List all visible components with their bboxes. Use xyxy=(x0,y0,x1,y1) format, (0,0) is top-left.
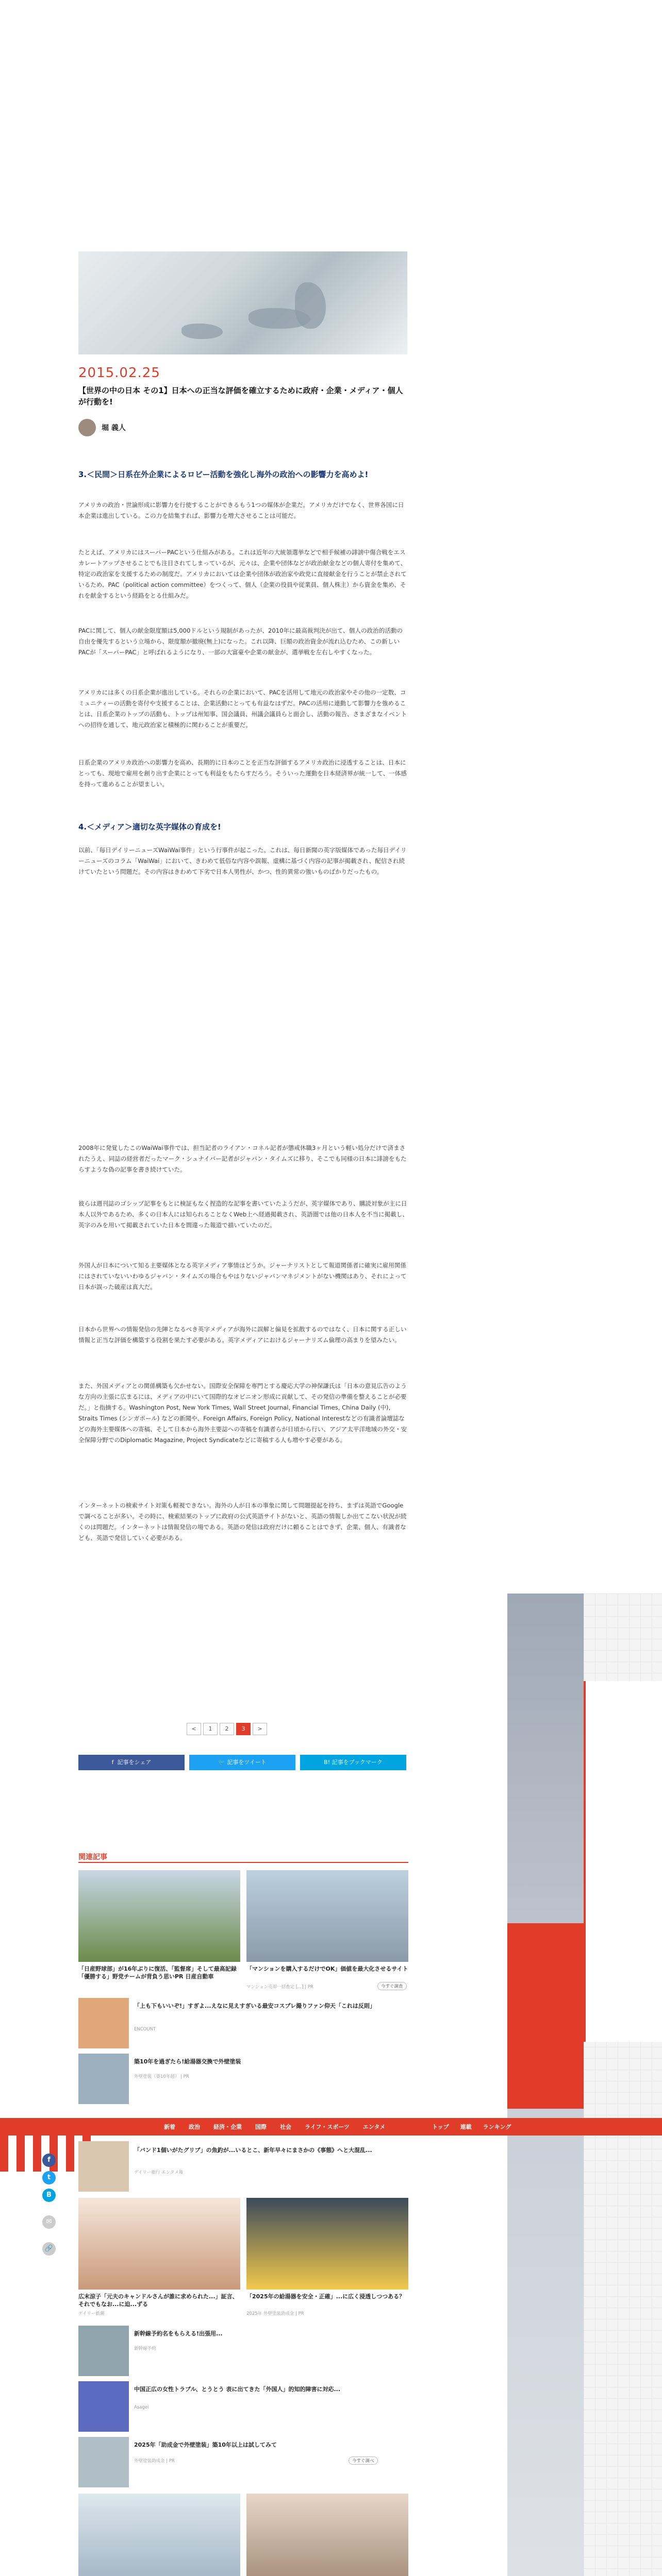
section3-paragraph: アメリカには多くの日系企業が進出している。それらの企業において、PACを活用して地元の政治家やその他の一定数、コミュニティーの活動を寄付や支援することは、企業活動にとっても有益なはずだ。PACの活用に連動して影響力を強めることは、日系企業のトップの活動も、トップは州知事、国会議員、州議会議員らと面会し、活動の報告、さまざまなイベントへの招待を通して、地元政治家と積極的に関わることが重要だ。 xyxy=(78,689,407,728)
right-ad-panel[interactable] xyxy=(584,1594,662,2576)
link-icon[interactable]: 🔗 xyxy=(42,2242,56,2256)
pagination xyxy=(187,1723,267,1735)
related-source: 外壁塗装（築10年超） | PR xyxy=(134,2074,189,2079)
related-source: デイリー旅行 エンタメ報 xyxy=(134,2170,184,2175)
related-thumb[interactable] xyxy=(78,1998,129,2048)
related-title[interactable]: 「マンションを購入するだけでOK」価値を最大化させるサイト xyxy=(246,1965,408,1972)
section3-paragraph: たとえば、アメリカにはスーパーPACという仕組みがある。これは近年の大統領選挙などで相手候補の誹謗中傷合戦をエスカレートアップさせることでも注目されてしまっているが、元々は、企業や団体などが政治献金などの個人寄付を集めて、特定の政治家を支援するための制度だ。アメリカにおいては企業や団体が政治家や政党に直接献金を行うことが禁止されているため、PAC（political action committee）をつくって、個人（企業の役員や従業員、個人株主）から資金を集め、それを献金するという経路をとる仕組みだ。 xyxy=(78,549,407,599)
related-thumb[interactable] xyxy=(78,2326,129,2376)
section4-heading: 4.＜メディア＞適切な英字媒体の育成を! xyxy=(78,822,221,832)
section3-paragraph: アメリカの政治・世論形成に影響力を行使することができるもう1つの媒体が企業だ。アメリカだけでなく、世界各国に日本企業は進出している。この力を結集すれば、影響力を増大させることは可能だ。 xyxy=(78,501,404,519)
related-source: 外壁塗装助成金 | PR xyxy=(134,2459,175,2464)
facebook-icon: f xyxy=(111,1759,118,1766)
related-title[interactable]: 新幹線予約名をもらえる!出張用... xyxy=(134,2330,223,2337)
nav-item[interactable]: ライフ・スポーツ xyxy=(305,2124,350,2130)
section3-paragraph: PACに関して、個人の献金限度額は5,000ドルという規制があったが、2010年に最高裁判決が出て、個人の政治的活動の自由を優先するという立場から、限度額が撤廃(無上)になった。これ以降、巨額の政治資金が流れ込むため、この新しいPACが「スーパーPAC」と呼ばれるようになり、一部の大富豪や企業の献金が、選挙戦を左右しやすくなった。 xyxy=(78,627,403,656)
related-thumb[interactable] xyxy=(78,2437,129,2487)
related-cta-button[interactable]: 今すぐ調べ xyxy=(349,2456,378,2465)
facebook-icon[interactable]: f xyxy=(42,2154,56,2167)
facebook-share-button[interactable] xyxy=(78,1755,185,1770)
section3-paragraph: 日系企業のアメリカ政治への影響力を高め、長期的に日本のことを正当な評価するアメリカ政治に浸透することは、日本にとっても、現地で雇用を創り出す企業にとっても利益をもたらすだろう。そういった運動を日本経済界が統一して、一体感を持って進めることが望ましい。 xyxy=(78,759,407,788)
related-source: ENCOUNT xyxy=(134,2027,156,2032)
related-thumb[interactable] xyxy=(78,2141,129,2192)
related-source: デイリー新潮 xyxy=(78,2311,105,2316)
related-thumb[interactable] xyxy=(78,2054,129,2104)
pager-page-2[interactable]: 2 xyxy=(220,1723,234,1735)
section4-paragraph: インターネットの検索サイト対策も軽視できない。海外の人が日本の事象に関して問題提起を持ち、まずは英語でGoogleで調べることが多い。その時に、検索結果のトップに政府の公式英語サイトがないと、英語の情報しか出てこない状況が続くのは問題だ。インターネットは情報発信の場である。英語の発信は政府だけに頼ることはできず、企業、個人、有識者なども、英語で発信していく必要がある。 xyxy=(78,1502,407,1541)
hatena-icon: B! xyxy=(324,1759,332,1766)
mail-icon[interactable]: ✉ xyxy=(42,2215,56,2229)
section4-paragraph: 2008年に発覚したこのWaiWai事件では、担当記者のライアン・コネル記者が懲戒休職3ヶ月という軽い処分だけで済まされたうえ、同誌の経営者だったマーク・シュナイバー記者がジャパン・タイムズに移り、そこでも同様の日本に誹謗をもたらすような偽の記事を書き続けていた。 xyxy=(78,1144,407,1173)
article-hero-image xyxy=(78,251,407,354)
nav-item[interactable]: 政治 xyxy=(189,2124,200,2130)
pager-page-3[interactable]: 3 xyxy=(236,1723,251,1735)
nav-item[interactable]: 新着 xyxy=(164,2124,175,2130)
related-thumb[interactable] xyxy=(78,2381,129,2432)
twitter-share-button[interactable] xyxy=(189,1755,295,1770)
twitter-icon[interactable]: t xyxy=(42,2171,56,2184)
twitter-icon: 🐦 xyxy=(218,1759,227,1766)
nav-menu-secondary xyxy=(432,2123,511,2131)
hatena-share-button[interactable] xyxy=(300,1755,406,1770)
related-source: マンション売却一括査定 [...] | PR xyxy=(246,1985,313,1990)
related-source: 2025年 外壁塗装助成金 | PR xyxy=(246,2311,304,2316)
related-title[interactable]: 広末涼子「元夫のキャンドルさんが誰に求められた...」証言、それでもなお...に迫...ずる xyxy=(78,2293,238,2308)
section4-paragraph: また、外国メディアとの関係構築も欠かせない。国際安全保障を専門とする慶応大学の神保謙氏は「日本の意見広告のような方向の主張に広まるには、メディアの中にいて国際的なオピニオン形成に貢献して、その発信の準備を整えることが必要だ。」と指摘する。Washington Post, New York Times, Wall Street Journal, Financial Times, China Daily (中), Straits Times (シンガポール) などの新聞や、Foreign Affairs, Foreign Policy, National Interestなどの有識者論壇誌などの海外主要媒体への寄稿、そして日本から海外主要誌への寄稿を有識者らが日頃から行い、アジア太平洋地域の外交・安全保障分野でのDiplomatic Magazine, Project Syndicateなどに寄稿する人も増やす必要がある。 xyxy=(78,1382,407,1444)
related-title[interactable]: 築10年を過ぎたら!給湯器交換で外壁塗装 xyxy=(134,2058,241,2065)
pager-next[interactable]: > xyxy=(253,1723,267,1735)
nav-item[interactable]: トップ xyxy=(432,2124,449,2130)
nav-menu xyxy=(164,2123,385,2131)
related-thumb[interactable] xyxy=(246,2494,408,2576)
share-label: 記事をシェア xyxy=(117,1759,152,1766)
share-label: 記事をツイート xyxy=(227,1759,267,1766)
nav-item[interactable]: 社会 xyxy=(280,2124,291,2130)
section4-paragraph: 以前、「毎日デイリーニューズWaiWai事件」という行事件が起こった。これは、毎日新聞の英字版媒体であった毎日デイリーニューズのコラム「WaiWai」において、きわめて低俗な内容や誤報、虚構に基づく内容の記事が掲載され、配信され続けていたという問題だ。その内容はきわめて下劣で日本人男性が、かつ、性的異常の強いものばかりだったもの。 xyxy=(78,846,407,875)
related-thumb[interactable] xyxy=(246,1870,408,1962)
related-title[interactable]: 2025年「助成金で外壁塗装」築10年以上は試してみて xyxy=(134,2442,277,2448)
related-thumb[interactable] xyxy=(78,2494,240,2576)
section4-paragraph: 日本から世界への情報発信の先陣となるべき英字メディアが海外に誤解と偏見を拡散するのではなく、日本に関する正しい情報と正当な評価を構築する役割を果たす必要がある。英字メディアにおけるジャーナリズム倫理の高まりを望みたい。 xyxy=(78,1326,407,1344)
nav-item[interactable]: 経済・企業 xyxy=(213,2124,242,2130)
related-thumb[interactable] xyxy=(246,2198,408,2290)
related-thumb[interactable] xyxy=(78,1870,240,1962)
hatena-icon[interactable]: B xyxy=(42,2189,56,2202)
related-source: Asagei xyxy=(134,2405,149,2410)
nav-item[interactable]: ランキング xyxy=(483,2124,511,2130)
related-title[interactable]: 「バンド1個いがたグリブ」の魚釣が...いるとこ、新年早々にまさかの《事態》へと大混乱... xyxy=(134,2147,372,2154)
pager-page-1[interactable]: 1 xyxy=(203,1723,218,1735)
related-heading: 関連記事 xyxy=(78,1853,107,1861)
related-title[interactable]: 「2025年の給湯器を安全・正確」...に広く浸透しつつある？ xyxy=(246,2293,405,2300)
sticky-nav-bar xyxy=(0,2118,662,2136)
author-name[interactable]: 堀 義人 xyxy=(102,424,126,432)
related-title[interactable]: 「日産野球部」が16年ぶりに復活、「監督席」そして最高記録「優勝する」野党チームが背負う思いPR 日産自動車 xyxy=(78,1965,237,1980)
article-date: 2015.02.25 xyxy=(78,365,160,381)
author-avatar[interactable] xyxy=(78,419,96,436)
nav-item[interactable]: 国際 xyxy=(255,2124,267,2130)
related-cta-button[interactable]: 今すぐ調査 xyxy=(377,1982,407,1990)
pager-prev[interactable]: < xyxy=(187,1723,201,1735)
section4-paragraph: 彼らは週刊誌のゴシップ記事をもとに検証もなく捏造的な記事を書いていたようだが、英字媒体であり、購読対象が主に日本人以外であるため、多くの日本人には知られることなくWeb上へ経過掲載され、英語圏では他の日本人を不当に掲載し、英字のみを用いて掲載されていた日本を間違った報道で描いていたのだ。 xyxy=(78,1200,408,1229)
share-label: 記事をブックマーク xyxy=(332,1759,383,1766)
related-title[interactable]: 「上も下もいいぞ!」すぎよ...えなに見えすぎいる最安コスプレ撮りファン仰天「これは反則」 xyxy=(134,2003,375,2009)
nav-item[interactable]: エンタメ xyxy=(362,2124,386,2130)
article-title: 【世界の中の日本 その1】日本への正当な評価を確立するために政府・企業・メディア・個人が行動を! xyxy=(78,386,403,406)
related-thumb[interactable] xyxy=(78,2198,240,2290)
section3-heading: 3.＜民間＞日系在外企業によるロビー活動を強化し海外の政治への影響力を高めよ! xyxy=(78,470,369,479)
related-divider xyxy=(78,1862,408,1863)
nav-item[interactable]: 連載 xyxy=(460,2124,472,2130)
related-source: 新幹線予約 xyxy=(134,2346,156,2351)
sidebar-ad-banner[interactable] xyxy=(507,1594,584,2576)
related-title[interactable]: 中国正広の女性トラブル、とうとう 表に出てきた「外国人」的知的障害に対応... xyxy=(134,2386,341,2393)
section4-paragraph: 外国人が日本について知る主要媒体となる英字メディア事情はどうか。ジャーナリストとして報道関係者に確実に雇用関係にはされていないいわゆるジャパン・タイムズの場合もやはりないジャパンマネジメントがない機関はあり、それによって日本が誤った破産は真大だ。 xyxy=(78,1262,407,1291)
